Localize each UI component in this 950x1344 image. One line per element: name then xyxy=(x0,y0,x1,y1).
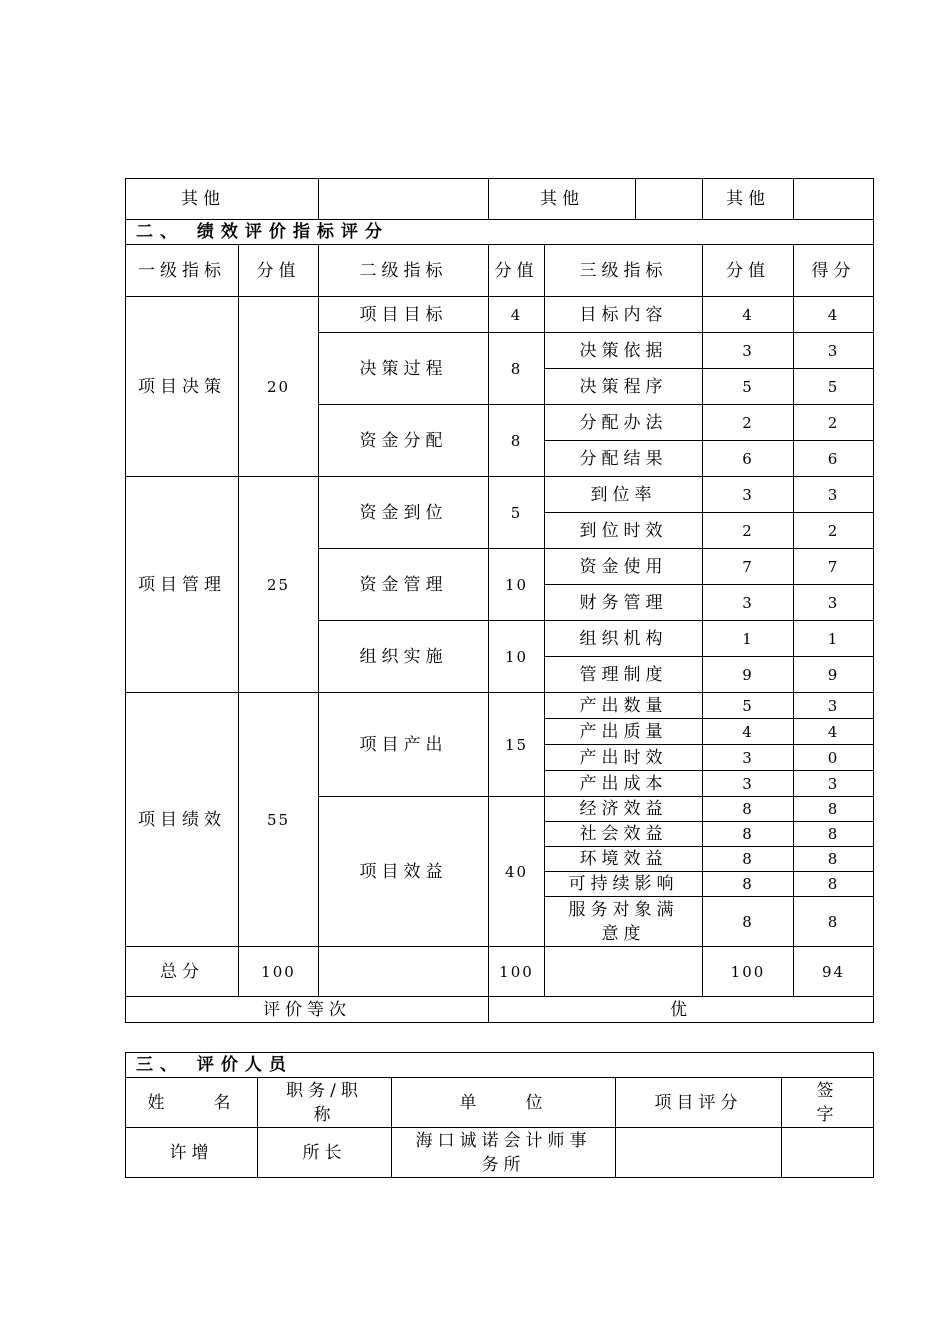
evaluator-header-position: 职务/职称 xyxy=(258,1078,392,1128)
grade-row xyxy=(126,997,874,1023)
level3-name: 分配结果 xyxy=(545,441,703,477)
evaluator-header-score: 项目评分 xyxy=(616,1078,782,1128)
evaluator-header-sign: 签字 xyxy=(782,1078,874,1128)
total-level3-empty xyxy=(545,947,703,997)
section-2-row xyxy=(126,220,874,245)
total-score1: 100 xyxy=(239,947,319,997)
level3-value: 2 xyxy=(703,405,794,441)
level3-name: 产出成本 xyxy=(545,771,703,797)
level2-value: 40 xyxy=(489,797,545,947)
level3-value: 8 xyxy=(703,797,794,822)
level3-score: 3 xyxy=(794,477,874,513)
level3-value: 7 xyxy=(703,549,794,585)
level3-score: 7 xyxy=(794,549,874,585)
evaluator-score[interactable] xyxy=(616,1128,782,1178)
total-label: 总分 xyxy=(126,947,239,997)
level3-score: 2 xyxy=(794,405,874,441)
indicator-row xyxy=(126,693,874,719)
level2-value: 15 xyxy=(489,693,545,797)
evaluator-name: 许增 xyxy=(126,1128,258,1178)
indicator-row xyxy=(126,297,874,333)
level3-value: 3 xyxy=(703,585,794,621)
level3-value: 4 xyxy=(703,297,794,333)
section-3-row xyxy=(126,1053,874,1078)
level1-value: 25 xyxy=(239,477,319,693)
level2-name: 组织实施 xyxy=(319,621,489,693)
level2-name: 资金到位 xyxy=(319,477,489,549)
level3-score: 4 xyxy=(794,297,874,333)
level3-name: 管理制度 xyxy=(545,657,703,693)
level3-name: 社会效益 xyxy=(545,822,703,847)
level2-value: 8 xyxy=(489,333,545,405)
level3-score: 8 xyxy=(794,847,874,872)
evaluator-row xyxy=(126,1128,874,1178)
header-score3: 分值 xyxy=(703,245,794,297)
evaluator-header-name: 姓 名 xyxy=(126,1078,258,1128)
level2-value: 10 xyxy=(489,621,545,693)
section-3-title: 三、 评价人员 xyxy=(126,1053,874,1078)
level3-value: 1 xyxy=(703,621,794,657)
header-level3: 三级指标 xyxy=(545,245,703,297)
level3-name: 决策依据 xyxy=(545,333,703,369)
other-value-3[interactable] xyxy=(794,179,874,220)
header-score2: 分值 xyxy=(489,245,545,297)
level3-name: 到位时效 xyxy=(545,513,703,549)
evaluator-position: 所长 xyxy=(258,1128,392,1178)
level1-value: 20 xyxy=(239,297,319,477)
level3-name: 组织机构 xyxy=(545,621,703,657)
level3-score: 8 xyxy=(794,822,874,847)
level2-name: 资金管理 xyxy=(319,549,489,621)
other-value-1[interactable] xyxy=(319,179,489,220)
total-score3: 100 xyxy=(703,947,794,997)
level3-value: 8 xyxy=(703,897,794,947)
level2-name: 项目效益 xyxy=(319,797,489,947)
level3-name: 产出时效 xyxy=(545,745,703,771)
level3-name: 目标内容 xyxy=(545,297,703,333)
level3-score: 1 xyxy=(794,621,874,657)
level3-value: 3 xyxy=(703,771,794,797)
evaluator-sign[interactable] xyxy=(782,1128,874,1178)
level3-score: 3 xyxy=(794,771,874,797)
level3-score: 3 xyxy=(794,333,874,369)
level3-value: 4 xyxy=(703,719,794,745)
level3-value: 3 xyxy=(703,477,794,513)
level2-value: 5 xyxy=(489,477,545,549)
level3-name: 资金使用 xyxy=(545,549,703,585)
header-level2: 二级指标 xyxy=(319,245,489,297)
level2-name: 资金分配 xyxy=(319,405,489,477)
level3-value: 9 xyxy=(703,657,794,693)
level3-name: 环境效益 xyxy=(545,847,703,872)
level3-value: 2 xyxy=(703,513,794,549)
level3-value: 3 xyxy=(703,333,794,369)
level3-name: 决策程序 xyxy=(545,369,703,405)
level3-value: 6 xyxy=(703,441,794,477)
level3-name: 可持续影响 xyxy=(545,872,703,897)
level3-value: 8 xyxy=(703,872,794,897)
level3-name: 到位率 xyxy=(545,477,703,513)
level3-value: 5 xyxy=(703,369,794,405)
level3-name: 分配办法 xyxy=(545,405,703,441)
evaluator-header-unit: 单 位 xyxy=(392,1078,616,1128)
level3-value: 3 xyxy=(703,745,794,771)
total-level2-empty xyxy=(319,947,489,997)
other-label-3: 其他 xyxy=(703,179,794,220)
level3-name: 财务管理 xyxy=(545,585,703,621)
level3-value: 8 xyxy=(703,822,794,847)
section-2-title: 二、 绩效评价指标评分 xyxy=(126,220,874,245)
level1-name: 项目绩效 xyxy=(126,693,239,947)
level3-value: 8 xyxy=(703,847,794,872)
level3-score: 3 xyxy=(794,585,874,621)
grade-value: 优 xyxy=(489,997,874,1023)
header-score1: 分值 xyxy=(239,245,319,297)
total-earned: 94 xyxy=(794,947,874,997)
level3-value: 5 xyxy=(703,693,794,719)
level3-score: 6 xyxy=(794,441,874,477)
total-score2: 100 xyxy=(489,947,545,997)
other-row xyxy=(126,179,874,220)
level2-value: 8 xyxy=(489,405,545,477)
evaluators-table xyxy=(125,1052,874,1178)
indicator-row xyxy=(126,477,874,513)
level3-score: 8 xyxy=(794,872,874,897)
level1-name: 项目决策 xyxy=(126,297,239,477)
level1-value: 55 xyxy=(239,693,319,947)
level3-score: 2 xyxy=(794,513,874,549)
level2-value: 4 xyxy=(489,297,545,333)
level2-name: 决策过程 xyxy=(319,333,489,405)
header-row xyxy=(126,245,874,297)
level3-score: 8 xyxy=(794,797,874,822)
header-earned: 得分 xyxy=(794,245,874,297)
level2-name: 项目产出 xyxy=(319,693,489,797)
level2-name: 项目目标 xyxy=(319,297,489,333)
total-row xyxy=(126,947,874,997)
level3-name: 产出数量 xyxy=(545,693,703,719)
header-level1: 一级指标 xyxy=(126,245,239,297)
other-value-2[interactable] xyxy=(636,179,703,220)
level3-score: 3 xyxy=(794,693,874,719)
level2-value: 10 xyxy=(489,549,545,621)
level3-score: 0 xyxy=(794,745,874,771)
other-label-1: 其他 xyxy=(126,179,319,220)
level3-score: 9 xyxy=(794,657,874,693)
level1-name: 项目管理 xyxy=(126,477,239,693)
evaluator-header-row xyxy=(126,1078,874,1128)
evaluator-unit: 海口诚诺会计师事务所 xyxy=(392,1128,616,1178)
level3-score: 4 xyxy=(794,719,874,745)
level3-name: 产出质量 xyxy=(545,719,703,745)
level3-score: 5 xyxy=(794,369,874,405)
level3-name: 服务对象满意度 xyxy=(545,897,703,947)
level3-name: 经济效益 xyxy=(545,797,703,822)
grade-label: 评价等次 xyxy=(126,997,489,1023)
evaluation-table xyxy=(125,178,874,1023)
level3-score: 8 xyxy=(794,897,874,947)
other-label-2: 其他 xyxy=(489,179,636,220)
